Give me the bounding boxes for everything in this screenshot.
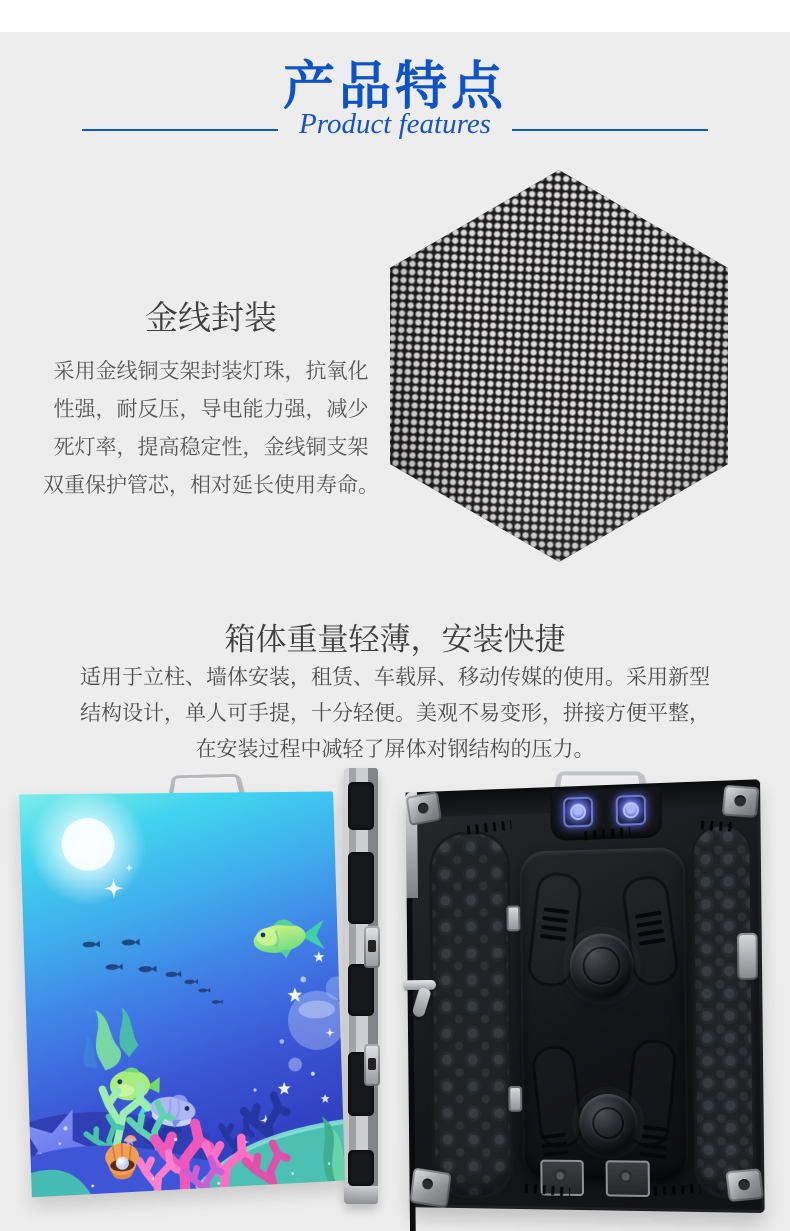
signal-connector [616,795,646,826]
front-panel-side-rail [344,768,378,1204]
plate-clip [506,905,520,931]
bottom-connector-plate [606,1160,650,1197]
feature-cabinet-line: 适用于立柱、墙体安装，租赁、车载屏、移动传媒的使用。采用新型 [80,666,710,689]
feature-gold-wire-line: 双重保护管芯，相对延长使用寿命。 [43,474,379,497]
side-rail-slot [348,782,374,830]
corner-fastener [726,1168,764,1202]
side-rail-foot [344,1186,378,1204]
feature-gold-wire-line: 采用金线铜支架封装灯珠，抗氧化 [53,360,369,383]
feature-gold-wire-line: 死灯率，提高稳定性，金线铜支架 [53,436,369,459]
back-panel-cabinet [406,779,765,1213]
feature-gold-wire-heading: 金线封装 [145,299,277,336]
page-title: 产品特点 [282,58,507,116]
side-rail-slot [348,1150,374,1186]
vent-ticks [584,827,630,841]
side-rail-slot [348,852,374,924]
page-subtitle: Product features [299,108,491,140]
plate-dome-knob [569,933,633,998]
corner-fastener [722,785,760,818]
feature-cabinet-line: 结构设计，单人可手提，十分轻便。美观不易变形，拼接方便平整， [80,702,710,725]
cabinet-left-dimple-door [429,830,514,1199]
vent-ticks [467,820,512,834]
vent-ticks [654,1184,701,1196]
side-rail-lug [364,1044,380,1086]
feature-cabinet-line: 在安装过程中减轻了屏体对钢结构的压力。 [195,738,595,761]
back-panel-photo [402,758,762,1214]
side-rail-lug [364,926,380,968]
plate-clip [508,1086,522,1112]
corner-fastener [406,791,442,826]
power-connector [563,797,593,828]
side-rail-slot [348,964,374,1016]
vent-ticks [701,821,736,832]
front-panel-photo [14,760,382,1215]
feature-gold-wire-line: 性强，耐反压，导电能力强，减少 [53,398,369,421]
front-panel-screen [19,791,345,1197]
vent-slots [640,1125,670,1159]
right-edge-latch [737,933,758,980]
plate-dome-knob [579,1094,637,1153]
vent-slots [635,911,666,946]
underwater-cartoon-scene [19,791,345,1197]
cabinet-right-dimple-door [691,822,757,1198]
cabinet-center-plate [520,847,689,1181]
feature-cabinet-heading: 箱体重量轻薄，安装快捷 [224,622,566,657]
corner-fastener [409,1168,451,1209]
vent-slots [540,907,569,941]
power-signal-connector-block [550,787,662,841]
locking-lever [411,987,431,1019]
